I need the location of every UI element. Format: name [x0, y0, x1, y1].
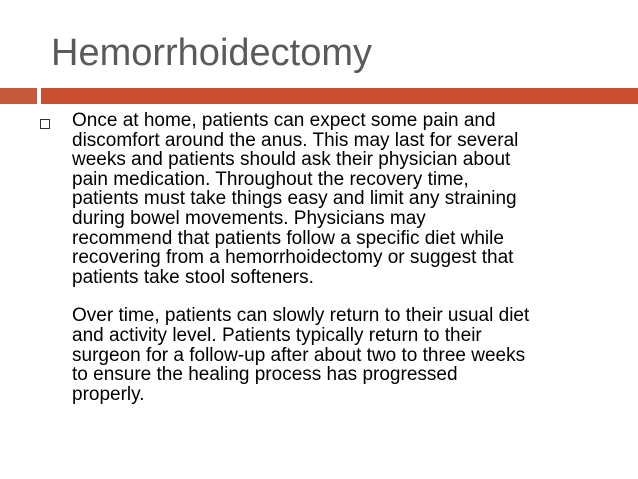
title-accent-bar-left — [0, 88, 37, 104]
text-line: discomfort around the anus. This may last for several — [72, 129, 519, 151]
text-line: during bowel movements. Physicians may — [72, 207, 426, 229]
bullet-body — [72, 111, 632, 404]
text-line: recommend that patients follow a specific diet while — [72, 227, 504, 249]
text-line: Over time, patients can slowly return to their usual diet — [72, 305, 530, 327]
text-line: weeks and patients should ask their physician about — [72, 149, 511, 171]
text-line: to ensure the healing process has progressed — [72, 364, 458, 386]
text-line: properly. — [72, 383, 145, 405]
text-line: Once at home, patients can expect some pain and — [72, 110, 496, 131]
title-accent-bar — [41, 88, 638, 104]
text-line: pain medication. Throughout the recovery time, — [72, 168, 469, 190]
text-line: patients must take things easy and limit any straining — [72, 188, 517, 210]
hollow-square-bullet-icon — [40, 119, 50, 129]
paragraph-recovery-at-home — [72, 111, 632, 287]
text-line: recovering from a hemorrhoidectomy or suggest that — [72, 247, 514, 269]
paragraph-follow-up — [72, 306, 632, 404]
text-line: surgeon for a follow-up after about two to three weeks — [72, 344, 526, 366]
text-line: patients take stool softeners. — [72, 266, 314, 288]
text-line: and activity level. Patients typically return to their — [72, 324, 482, 346]
slide-title: Hemorrhoidectomy — [51, 32, 372, 74]
